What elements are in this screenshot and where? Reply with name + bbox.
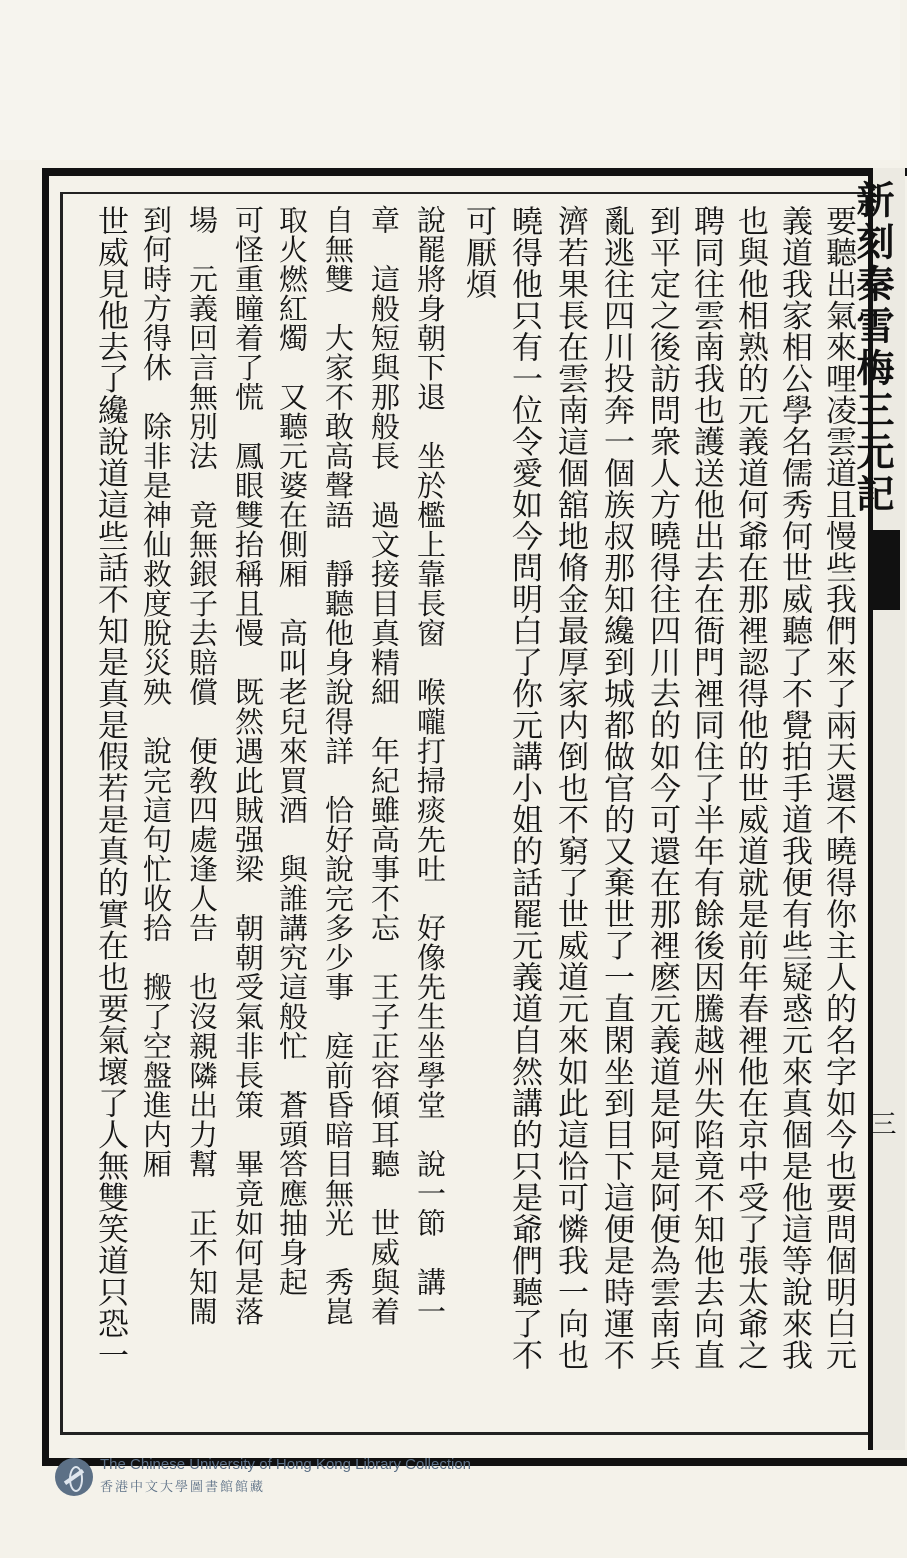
text-column: 要聽出氣來哩凌雲道且慢些我們來了兩天還不曉得你主人的名字如今也要問個明白元	[820, 205, 856, 1371]
text-column: 自無雙 大家不敢高聲語 靜聽他身說得詳 恰好說完多少事 庭前昏暗目無光 秀崑	[321, 205, 355, 1326]
text-column: 到何時方得休 除非是神仙救度脫災殃 說完這句忙收拾 搬了空盤進内厢	[139, 205, 173, 1179]
page-top-margin	[0, 0, 900, 160]
footer-chinese: 香港中文大學圖書館館藏	[100, 1480, 266, 1495]
text-column: 聘同往雲南我也護送他出去在衙門裡同住了半年有餘後因騰越州失陷竟不知他去向直	[688, 205, 724, 1371]
text-column: 世威見他去了纔說道這些話不知是真是假若是真的實在也要氣壞了人無雙笑道只恐一	[92, 205, 128, 1371]
footer-english: The Chinese University of Hong Kong Library Collection	[100, 1456, 472, 1473]
text-column: 取火燃紅燭 又聽元婆在側厢 高叫老兒來買酒 與誰講究這般忙 蒼頭答應抽身起	[275, 205, 309, 1297]
text-column: 章 這般短與那般長 過文接目真精細 年紀雖高事不忘 王子正容傾耳聽 世威與着	[367, 205, 401, 1326]
text-column: 曉得他只有一位令愛如今問明白了你元講小姐的話罷元義道自然講的只是爺們聽了不	[506, 205, 542, 1371]
text-column: 場 元義回言無別法 竟無銀子去賠償 便敎四處逢人告 也沒親隣出力幫 正不知閙	[185, 205, 219, 1326]
text-column: 可怪重瞳着了慌 鳳眼雙抬稱且慢 既然遇此賊强梁 朝朝受氣非長策 畢竟如何是落	[231, 205, 265, 1326]
text-column: 到平定之後訪問衆人方曉得往四川去的如今可還在那裡麽元義道是阿是阿便為雲南兵	[644, 205, 680, 1371]
text-column: 亂逃往四川投奔一個族叔那知纔到城都做官的又棄世了一直閑坐到目下這便是時運不	[598, 205, 634, 1371]
library-logo-icon	[55, 1458, 93, 1496]
text-column: 說罷將身朝下退 坐於檻上靠長窗 喉嚨打掃痰先吐 好像先生坐學堂 說一節 講一	[413, 205, 447, 1326]
text-column: 義道我家相公學名儒秀何世威聽了不覺拍手道我便有些疑惑元來真個是他這等說來我	[776, 205, 812, 1371]
text-column: 也與他相熟的元義道何爺在那裡認得他的世威道就是前年春裡他在京中受了張太爺之	[732, 205, 768, 1371]
fishtail-mark	[872, 530, 900, 610]
folio-number: 三	[866, 1110, 896, 1136]
text-column: 濟若果長在雲南這個舘地脩金最厚家内倒也不窮了世威道元來如此這恰可憐我一向也	[552, 205, 588, 1371]
header-title: 新刻秦雪梅三元記	[850, 180, 895, 516]
text-column: 可厭煩	[460, 205, 496, 300]
